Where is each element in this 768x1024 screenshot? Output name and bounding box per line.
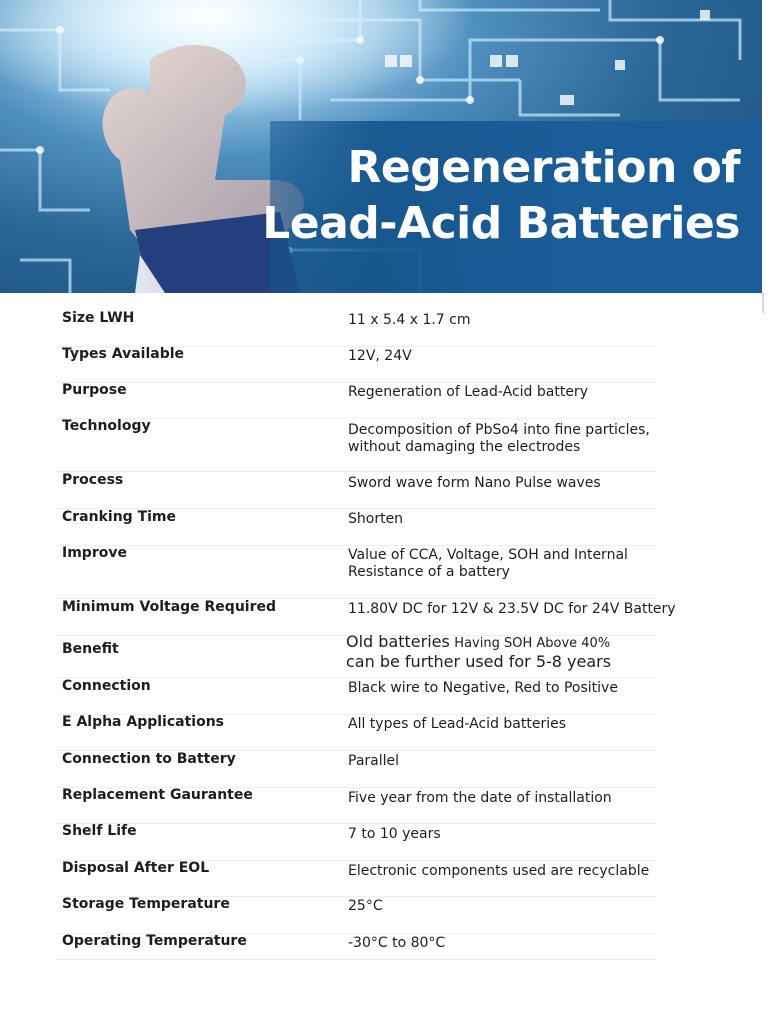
spec-value-line: Five year from the date of installation (348, 790, 612, 806)
banner-title-line-1: Regeneration of (347, 142, 740, 193)
page-edge-mark (762, 293, 764, 313)
spec-label: Benefit (62, 641, 119, 657)
spec-label: Types Available (62, 346, 185, 362)
spec-label: Connection to Battery (62, 751, 236, 767)
spec-label: E Alpha Applications (62, 714, 225, 730)
spec-row-improve (56, 545, 656, 599)
spec-label: Size LWH (62, 310, 135, 326)
spec-row-operating-temperature (56, 933, 656, 960)
spec-label: Connection (62, 678, 151, 694)
spec-value-line: Resistance of a battery (348, 564, 510, 580)
spec-value (348, 790, 668, 807)
benefit-text-b: Having SOH Above 40% (454, 636, 611, 651)
spec-value-line: Sword wave form Nano Pulse waves (348, 475, 601, 491)
spec-row-disposal (56, 860, 656, 897)
spec-value-line: 7 to 10 years (348, 826, 441, 842)
spec-row-benefit (56, 632, 656, 678)
spec-value (348, 826, 668, 843)
spec-value (348, 898, 668, 915)
spec-row-process (56, 472, 656, 509)
spec-value (348, 935, 668, 952)
spec-value-line: -30°C to 80°C (348, 935, 446, 951)
spec-label: Replacement Gaurantee (62, 787, 253, 803)
hero-banner (0, 0, 762, 293)
spec-value (348, 753, 668, 770)
spec-row-storage-temperature (56, 896, 656, 934)
spec-value-line: 25°C (348, 898, 383, 914)
spec-row-cranking-time (56, 509, 656, 546)
banner-title (262, 140, 740, 252)
spec-value-line: Value of CCA, Voltage, SOH and Internal (348, 547, 628, 563)
spec-value (348, 547, 668, 581)
spec-value (348, 511, 668, 528)
benefit-text-c: can be further used for 5-8 years (346, 652, 612, 671)
spec-row-minimum-voltage (56, 599, 676, 636)
spec-row-types (56, 346, 656, 383)
spec-value-line: All types of Lead-Acid batteries (348, 716, 567, 732)
spec-value (348, 863, 668, 880)
spec-value-line: 11.80V DC for 12V & 23.5V DC for 24V Battery (348, 601, 676, 617)
spec-value (348, 475, 668, 492)
spec-label: Storage Temperature (62, 896, 230, 912)
spec-value (348, 716, 668, 733)
spec-value (348, 312, 668, 329)
spec-value-line: 12V, 24V (348, 348, 412, 364)
spec-value-line: 11 x 5.4 x 1.7 cm (348, 312, 471, 328)
spec-value (348, 601, 676, 618)
spec-row-replacement-guarantee (56, 787, 656, 824)
spec-value (346, 632, 666, 671)
spec-value (348, 680, 668, 697)
spec-label: Process (62, 472, 124, 488)
spec-label: Shelf Life (62, 823, 137, 839)
spec-value (348, 422, 668, 456)
spec-label: Operating Temperature (62, 933, 247, 949)
spec-row-applications (56, 714, 656, 751)
spec-value-line: Decomposition of PbSo4 into fine particles, (348, 422, 650, 438)
spec-value-line: Shorten (348, 511, 404, 527)
spec-value-line: Electronic components used are recyclable (348, 863, 650, 879)
banner-title-line-2: Lead-Acid Batteries (262, 198, 740, 249)
spec-label: Disposal After EOL (62, 860, 210, 876)
spec-value (348, 384, 668, 401)
spec-row-purpose (56, 382, 656, 419)
spec-value-line: Parallel (348, 753, 400, 769)
spec-value (348, 348, 668, 365)
spec-value-line: Black wire to Negative, Red to Positive (348, 680, 618, 696)
spec-value-line: Regeneration of Lead-Acid battery (348, 384, 588, 400)
spec-row-size (56, 310, 656, 347)
benefit-text-a: Old batteries (346, 632, 450, 651)
spec-row-technology (56, 418, 656, 472)
spec-label: Improve (62, 545, 127, 561)
spec-label: Purpose (62, 382, 127, 398)
spec-label: Technology (62, 418, 151, 434)
spec-label: Cranking Time (62, 509, 176, 525)
spec-label: Minimum Voltage Required (62, 599, 277, 615)
spec-value-line: without damaging the electrodes (348, 439, 581, 455)
spec-row-connection-to-battery (56, 751, 656, 788)
spec-row-connection (56, 678, 656, 715)
spec-row-shelf-life (56, 823, 656, 861)
